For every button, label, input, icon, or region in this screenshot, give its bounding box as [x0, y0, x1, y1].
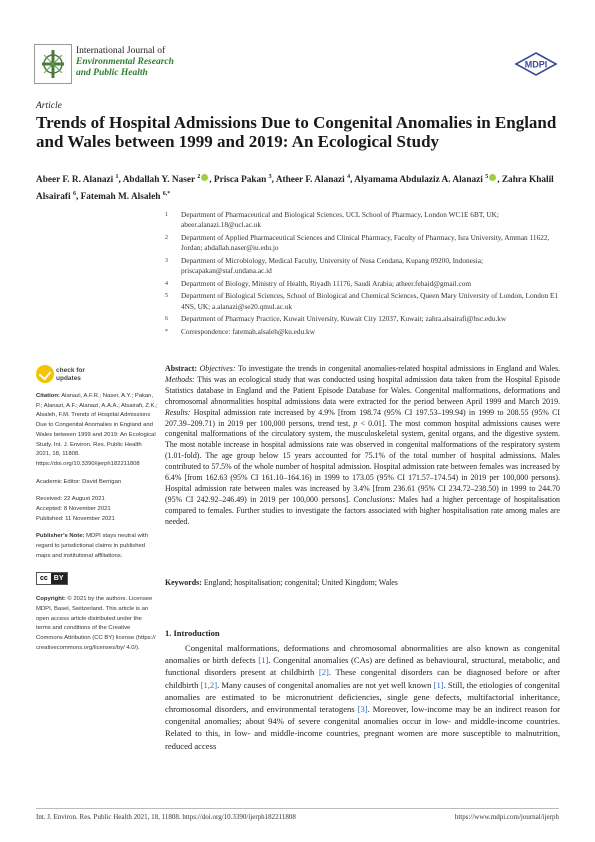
author-name: Zahra Khalil Alsairafi $^6$ — [36, 175, 554, 203]
abstract-label: Abstract: — [165, 364, 197, 373]
results-text-a: Hospital admission rate increased by 4.9% [from 198.74 (95% CI 197.53–199.94) in 1999 to 208.55 (95% CI 207.39–209.71) in 2019 per 100,000 persons, trend test, — [165, 407, 560, 428]
check-for-updates-badge[interactable] — [36, 365, 96, 385]
footer-journal-url[interactable]: https://www.mdpi.com/journal/ijerph — [454, 813, 559, 821]
author-affiliation-marker: 4 — [347, 174, 351, 180]
affiliation-item — [165, 256, 560, 276]
keywords-text: England; hospitalisation; congenital; United Kingdom; Wales — [203, 578, 398, 587]
author-name: Abeer F. R. Alanazi $^1$ — [36, 174, 119, 186]
methods-label: Methods: — [165, 374, 195, 384]
intro-text-3: . These congenital disorders can be diagnosed before or after childbirth — [165, 667, 560, 690]
author-name: Abdallah Y. Naser $^2$ — [122, 174, 201, 186]
journal-logo — [34, 44, 72, 84]
affiliation-text: Department of Microbiology, Medical Faculty, University of Nusa Cendana, Kupang 09200, Indonesia; priscapakan@staf.undana.ac.id — [181, 255, 484, 276]
objectives-text: To investigate the trends in congenital anomalies-related hospital admissions in England and Wales. — [237, 364, 560, 373]
affiliation-number: 2 — [165, 234, 168, 241]
citation — [36, 392, 158, 470]
affiliation-text: Correspondence: fatemah.alsaleh@ku.edu.kw — [181, 327, 315, 337]
author-affiliation-marker: 5 — [485, 174, 489, 180]
publisher-note — [36, 532, 158, 561]
affiliation-item — [165, 210, 560, 230]
intro-text-4: . Many causes of congenital anomalies are not yet well known — [217, 679, 434, 690]
results-text-b: < 0.01]. The most common hospital admissions causes were congenital malformations of the circulatory system, the musculoskeletal system, genital organs, and the digestive system. The most notable increase in hospital admissions rate was observed in congenital malformations of the respiratory system (1.01-fold). The age group below 15 years accounted for 75.1% of the total number of hospital admissions. Males contributed to 57.5% of the whole number of hospital admission. Hospital admission rate between females was increased by 6.4% [from 162.63 (95% CI 161.10–164.16) in 1999 to 173.05 (95% CI 171.57–174.54) in 2019 per 100,000 persons). Hospital admission rate between males was increased by 3.4% [from 236.61 (95% CI 234.72–238.50) in 1999 to 244.70 (95% CI 242.92–246.49) in 2019 per 100,000 persons]. — [165, 418, 560, 504]
check-icon — [36, 365, 54, 383]
author-list: Abeer F. R. Alanazi $^1$, Abdallah Y. Naser $^2$ , Prisca Pakan $^3$, Atheer F. Alanazi $^4$, Alyamama Abdulaziz A. Alanazi $^5$ , Zahra Khalil Alsairafi $^6$, Fatemah M. Alsaleh $^{6,*}$ — [36, 174, 554, 203]
affiliation-text: Department of Pharmaceutical and Biological Sciences, UCL School of Pharmacy, London WC1E 6BT, UK; abeer.alanazi.18@ucl.ac.uk — [181, 210, 499, 230]
mdpi-logo-text: MDPI — [524, 59, 548, 70]
article-type: Article — [36, 101, 62, 111]
copyright-text: © 2021 by the authors. Licensee MDPI, Basel, Switzerland. This article is an open access article distributed under the terms and conditions of the Creative Commons Attribution (CC BY) license (https:// creativecommons.org/licenses/by/ 4.0/). — [36, 596, 156, 651]
citation-label: Citation: — [36, 393, 60, 399]
author-affiliation-marker: 2 — [197, 174, 201, 180]
author-affiliation-marker: 6,* — [162, 191, 171, 198]
affiliation-item — [165, 314, 560, 324]
author-name: Atheer F. Alanazi $^4$ — [275, 174, 351, 186]
citation-link[interactable]: [1,2] — [200, 679, 218, 690]
conclusions-text: Males had a higher percentage of hospitalisation compared to females. Further studies to investigate the factors associated with higher hospitalisation rate among males are needed. — [165, 494, 560, 526]
cc-badge-right: BY — [51, 573, 67, 585]
footer-citation[interactable]: Int. J. Environ. Res. Public Health 2021, 18, 11808. https://doi.org/10.3390/ijerph182211808 — [36, 813, 296, 821]
check-updates-line-2: updates — [56, 374, 81, 382]
sidebar — [36, 392, 158, 661]
affiliation-text: Department of Applied Pharmaceutical Sciences and Clinical Pharmacy, Faculty of Pharmacy, Isra University, Amman 11622, Jordan; abdallah.naser@iu.edu.jo — [181, 232, 550, 253]
affiliation-text: Department of Biology, Ministry of Health, Riyadh 11176, Saudi Arabia; atheer.fehaid@gmail.com — [181, 278, 472, 288]
orcid-icon[interactable] — [201, 174, 208, 181]
check-updates-text — [56, 367, 85, 382]
affiliation-number: 3 — [165, 257, 168, 264]
paper-title: Trends of Hospital Admissions Due to Congenital Anomalies in England and Wales between 1999 and 2019: An Ecological Study — [36, 113, 557, 151]
author-name: Alyamama Abdulaziz A. Alanazi $^5$ — [354, 174, 489, 186]
check-updates-line-1: check for — [56, 367, 85, 374]
journal-emblem-icon — [36, 46, 70, 82]
p-value-label: p — [353, 418, 358, 428]
affiliation-number: * — [165, 329, 168, 336]
journal-line-3: and Public Health — [76, 68, 148, 78]
methods-text: This was an ecological study that was conducted using hospital admission data taken from the Hospital Episode Statistics database in England and the Patient Episode Database for Wales. Congenital malformations, deformations and chromosomal abnormalities hospital admissions data were extracted for the period between April 1999 and March 2019. — [165, 374, 560, 406]
affiliation-number: 5 — [165, 293, 168, 300]
academic-editor: Academic Editor: David Berrigan — [36, 478, 122, 485]
keywords-label: Keywords: — [165, 578, 202, 587]
journal-line-1: International Journal of — [76, 46, 166, 56]
affiliation-item — [165, 327, 560, 337]
author-name: Prisca Pakan $^3$ — [213, 174, 272, 186]
intro-text-6: . Moreover, low-income may be an indirect reason for congenital anomalies; about 94% of severe congenital anomalies occur in low- and middle-income countries. Related to this, in low- and middle-income countries, pregnant women are more susceptible to malnutrition, reduced access — [165, 704, 560, 751]
citation-link[interactable]: [1] — [258, 655, 269, 666]
footer — [36, 813, 559, 821]
copyright-label: Copyright: — [36, 596, 66, 603]
received-date: Received: 22 August 2021 — [36, 496, 105, 503]
copyright — [36, 595, 158, 653]
published-date: Published: 11 November 2021 — [36, 515, 115, 522]
objectives-label: Objectives: — [199, 364, 236, 373]
affiliation-number: 1 — [165, 212, 168, 218]
results-label: Results: — [165, 407, 191, 417]
affiliation-item — [165, 291, 560, 311]
journal-line-2: Environmental Research — [76, 57, 174, 67]
citation-link[interactable]: [3] — [357, 704, 368, 715]
affiliation-item — [165, 279, 560, 289]
intro-text-2: . Congenital anomalies (CAs) are defined as behavioural, structural, metabolic, and functional disorders present at childbirth — [165, 655, 560, 678]
affiliation-text: Department of Pharmacy Practice, Kuwait University, Kuwait City 12037, Kuwait; zahra.alsairafi@hsc.edu.kw — [181, 314, 507, 324]
author-affiliation-marker: 6 — [72, 191, 76, 198]
affiliation-item — [165, 233, 560, 253]
orcid-icon[interactable] — [489, 174, 496, 181]
affiliations — [165, 210, 560, 340]
section-heading: 1. Introduction — [165, 628, 220, 638]
intro-text-1: Congenital malformations, deformations and chromosomal abnormalities are also known as congenital anomalies or birth defects — [165, 643, 560, 666]
author-affiliation-marker: 3 — [268, 174, 272, 180]
footer-divider — [36, 808, 559, 809]
journal-name — [76, 46, 174, 79]
publisher-note-label: Publisher’s Note: — [36, 533, 85, 540]
mdpi-logo — [514, 52, 558, 76]
intro-paragraph — [165, 642, 560, 752]
citation-link[interactable]: [1] — [433, 679, 444, 690]
abstract — [165, 364, 560, 528]
affiliation-text: Department of Biological Sciences, School of Biological and Chemical Sciences, Queen Mary University of London, London E1 4NS, UK; a.alanazi@se20.qmul.ac.uk — [181, 291, 559, 311]
introduction-body — [165, 642, 560, 752]
affiliation-number: 4 — [165, 280, 168, 287]
conclusions-label: Conclusions: — [353, 494, 396, 504]
author-name: Fatemah M. Alsaleh $^{6,*}$ — [80, 191, 171, 203]
intro-text-5: . Still, the etiologies of congenital anomalies are estimated to be micronutrient deficiencies, single gene defects, multifactorial inheritance, chromosomal disorders, and environmental teratogens — [165, 679, 560, 715]
accepted-date: Accepted: 8 November 2021 — [36, 506, 111, 513]
cc-badge-left: cc — [37, 573, 51, 585]
publisher-note-text: MDPI stays neutral with regard to jurisdictional claims in published maps and institutional affiliations. — [36, 533, 148, 559]
cc-by-license-icon[interactable] — [36, 572, 68, 586]
citation-text: Alanazi, A.F.R.; Naser, A.Y.; Pakan, P.; Alanazi, A.F.; Alanazi, A.A.A.; Alsairafi, Z.K.; Alsaleh, F.M. Trends of Hospital Admissions Due to Congenital Anomalies in England and Wales between 1999 and 2019: An Ecological Study. Int. J. Environ. Res. Public Health 2021, 18, 11808. https://doi.org/10.3390/ijerph182211808 — [36, 393, 158, 467]
citation-link[interactable]: [2] — [318, 667, 329, 678]
author-affiliation-marker: 1 — [115, 174, 119, 180]
affiliation-number: 6 — [165, 316, 168, 323]
keywords — [165, 577, 560, 588]
